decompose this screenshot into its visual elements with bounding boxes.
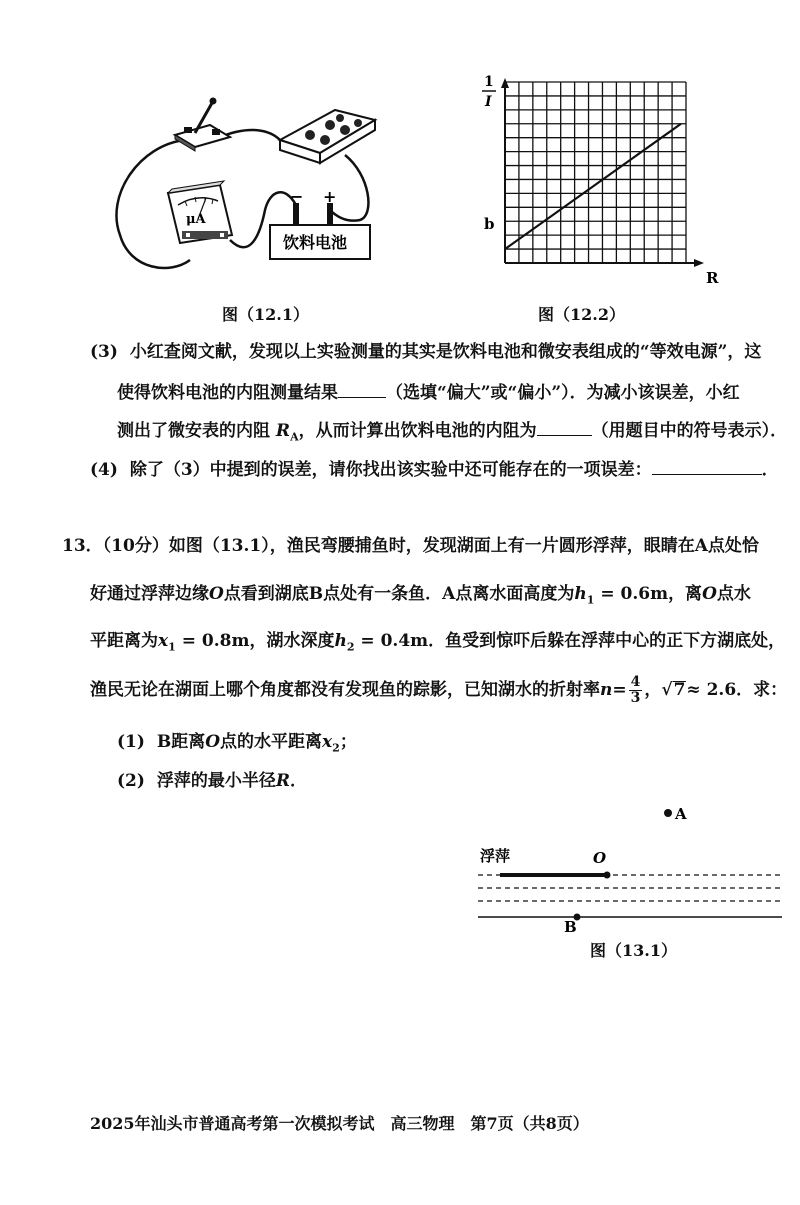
drink-battery [270, 187, 370, 259]
answer-blank-internal-resistance[interactable] [537, 421, 592, 436]
y-axis-arrow [501, 78, 509, 88]
x-axis-arrow [694, 259, 704, 267]
figure-12-2 [470, 70, 730, 290]
q13-line1: 13．（10分）如图（13.1），渔民弯腰捕鱼时，发现湖面上有一片圆形浮萍，眼睛在A点处恰 [62, 536, 759, 556]
point-a-label: A [675, 805, 687, 823]
q13-line4: 渔民无论在湖面上哪个角度都没有发现鱼的踪影，已知湖水的折射率 n = $\frac{4}{3}$ ， √ 7 ≈ 2.6 ．求： [90, 673, 788, 706]
y-axis-label-numerator: 1 [484, 74, 494, 90]
sqrt-symbol: √ [661, 679, 673, 700]
q12-4-line: (4) 除了（3）中提到的误差，请你找出该实验中还可能存在的一项误差： ． [90, 460, 779, 480]
battery-minus-sign: − [290, 187, 304, 206]
q12-3-line3: 测出了微安表的内阻 $R_A$，从而计算出饮料电池的内阻为 （用题目中的符号表示）． [117, 421, 788, 444]
microammeter-label: μA [186, 212, 206, 227]
x-axis-label: R [706, 269, 719, 287]
battery-plus-sign: + [323, 187, 337, 206]
point-o-label: O [593, 849, 607, 867]
microammeter-icon [168, 181, 232, 243]
point-b-label: B [564, 918, 577, 935]
q13-sub1: (1) B距离O点的水平距离$x_2$； [117, 732, 357, 755]
q13-line3: 平距离为$x_1 = 0.8m$，湖水深度$h_2 = 0.4m$．鱼受到惊吓后躲在浮萍中心的正下方湖底处， [90, 631, 786, 654]
q13-sub2: (2) 浮萍的最小半径R． [117, 771, 307, 791]
answer-blank-bias[interactable] [338, 383, 386, 398]
answer-blank-other-error[interactable] [652, 460, 762, 475]
q12-4-label: (4) [90, 460, 118, 480]
q12-3-line2: 使得饮料电池的内阻测量结果 （选填“偏大”或“偏小”）．为减小该误差，小红 [117, 383, 740, 403]
wire-switch-to-box [220, 130, 280, 140]
page-footer: 2025年汕头市普通高考第一次模拟考试 高三物理 第7页（共8页） [90, 1114, 589, 1133]
floating-plant-label: 浮萍 [480, 847, 511, 865]
q12-3-label: (3) [90, 342, 118, 362]
figure-13-1-caption: 图（13.1） [590, 941, 677, 960]
intercept-label: b [484, 215, 495, 233]
switch-icon [175, 98, 230, 152]
q13-score: （10分） [102, 536, 169, 556]
refractive-index-fraction: $\frac{4}{3}$ [630, 673, 641, 706]
resistance-box-icon [280, 110, 375, 163]
graph-grid [505, 82, 686, 263]
q12-3-line1: (3) 小红查阅文献，发现以上实验测量的其实是饮料电池和微安表组成的“等效电源”，这 [90, 342, 762, 362]
q13-number: 13． [62, 536, 103, 556]
q13-line2: 好通过浮萍边缘O点看到湖底B点处有一条鱼．A点离水面高度为$h_1 = 0.6m$，离O点水 [90, 584, 751, 607]
figure-12-2-caption: 图（12.2） [538, 305, 625, 324]
figure-12-1-caption: 图（12.1） [222, 305, 309, 324]
point-o-dot [604, 872, 611, 879]
fit-line [505, 124, 681, 249]
battery-label: 饮料电池 [283, 233, 348, 252]
point-a-dot [664, 809, 672, 817]
figure-13-1 [470, 795, 790, 935]
y-axis-label-denominator: I [485, 94, 492, 110]
figure-12-1 [100, 85, 400, 285]
